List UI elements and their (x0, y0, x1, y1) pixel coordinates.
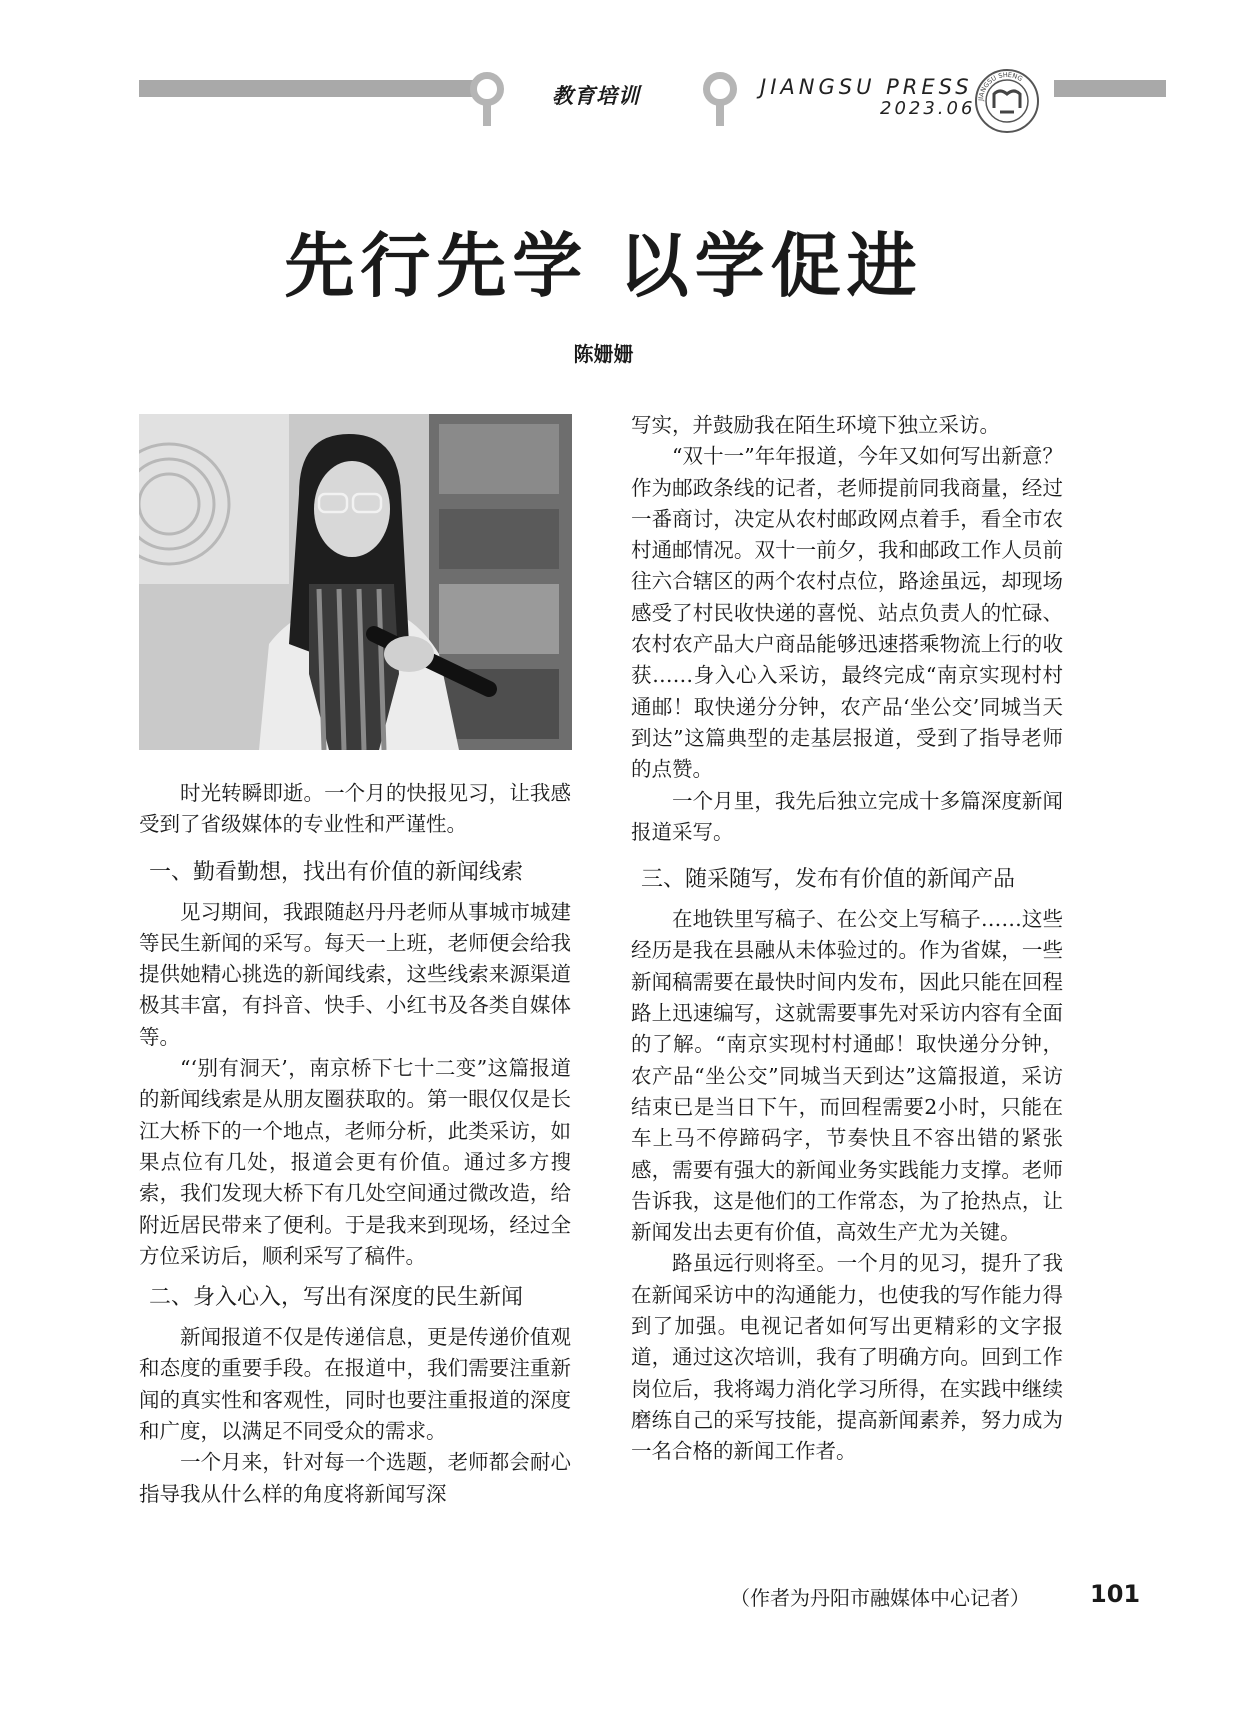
press-name: JIANGSU PRESS (760, 75, 973, 99)
paragraph: 写实，并鼓励我在陌生环境下独立采访。 (631, 413, 1000, 437)
paragraph: 一个月来，针对每一个选题，老师都会耐心指导我从什么样的角度将新闻写深 (139, 1450, 571, 1506)
article-title: 先行先学 以学促进 (284, 225, 923, 307)
press-logo-icon (974, 68, 1040, 134)
paragraph: “‘别有洞天’，南京桥下七十二变”这篇报道的新闻线索是从朋友圈获取的。第一眼仅仅是长江大桥下的一个地点，老师分析，此类采访，如果点位有几处，报道会更有价值。通过多方搜索，我们发现大桥下有几处空间通过微改造，给附近居民带来了便利。于是我来到现场，经过全方位采访后，顺利采写了稿件。 (139, 1056, 571, 1268)
page-number: 101 (1090, 1580, 1141, 1608)
section-heading-2: 二、身入心入，写出有深度的民生新闻 (149, 1285, 524, 1311)
press-issue: 2023.06 (880, 98, 976, 119)
paragraph: 路虽远行则将至。一个月的见习，提升了我在新闻采访中的沟通能力，也使我的写作能力得到了加强。电视记者如何写出更精彩的文字报道，通过这次培训，我有了明确方向。回到工作岗位后，我将竭力消化学习所得，在实践中继续磨练自己的采写技能，提高新闻素养，努力成为一名合格的新闻工作者。 (631, 1251, 1063, 1464)
pin-tail-left (483, 100, 491, 126)
author-note: （作者为丹阳市融媒体中心记者） (730, 1586, 1030, 1610)
paragraph: 一个月里，我先后独立完成十多篇深度新闻报道采写。 (631, 788, 1063, 844)
header-bar-right (1054, 80, 1166, 97)
paragraph: 新闻报道不仅是传递信息，更是传递价值观和态度的重要手段。在报道中，我们需要注重新闻的真实性和客观性，同时也要注重报道的深度和广度，以满足不同受众的需求。 (139, 1325, 571, 1444)
left-column (139, 778, 571, 1510)
article-author: 陈姗姗 (573, 342, 634, 366)
right-column (631, 410, 1063, 1468)
section-heading-1: 一、勤看勤想，找出有价值的新闻线索 (149, 859, 524, 885)
paragraph: 时光转瞬即逝。一个月的快报见习，让我感受到了省级媒体的专业性和严谨性。 (139, 781, 571, 837)
article-photo (139, 414, 572, 750)
pin-tail-right (716, 100, 724, 126)
section-label: 教育培训 (552, 84, 640, 108)
logo-text: JIANGSU SHENG (976, 70, 1024, 102)
paragraph: 在地铁里写稿子、在公交上写稿子……这些经历是我在县融从未体验过的。作为省媒，一些新闻稿需要在最快时间内发布，因此只能在回程路上迅速编写，这就需要事先对采访内容有全面的了解。“南京实现村村通邮！取快递分分钟，农产品“坐公交”同城当天到达”这篇报道，采访结束已是当日下午，而回程需要2小时，只能在车上马不停蹄码字，节奏快且不容出错的紧张感，需要有强大的新闻业务实践能力支撑。老师告诉我，这是他们的工作常态，为了抢热点，让新闻发出去更有价值，高效生产尤为关键。 (631, 907, 1063, 1245)
header-bar-left (139, 80, 489, 97)
paragraph: 见习期间，我跟随赵丹丹老师从事城市城建等民生新闻的采写。每天一上班，老师便会给我提供她精心挑选的新闻线索，这些线索来源渠道极其丰富，有抖音、快手、小红书及各类自媒体等。 (139, 899, 571, 1049)
section-heading-3: 三、随采随写，发布有价值的新闻产品 (641, 867, 1016, 893)
paragraph: “双十一”年年报道，今年又如何写出新意？作为邮政条线的记者，老师提前同我商量，经过一番商讨，决定从农村邮政网点着手，看全市农村通邮情况。双十一前夕，我和邮政工作人员前往六合辖区的两个农村点位，路途虽远，却现场感受了村民收快递的喜悦、站点负责人的忙碌、农村农产品大户商品能够迅速搭乘物流上行的收获……身入心入采访，最终完成“南京实现村村通邮！取快递分分钟，农产品‘坐公交’同城当天到达”这篇典型的走基层报道，受到了指导老师的点赞。 (631, 444, 1063, 782)
